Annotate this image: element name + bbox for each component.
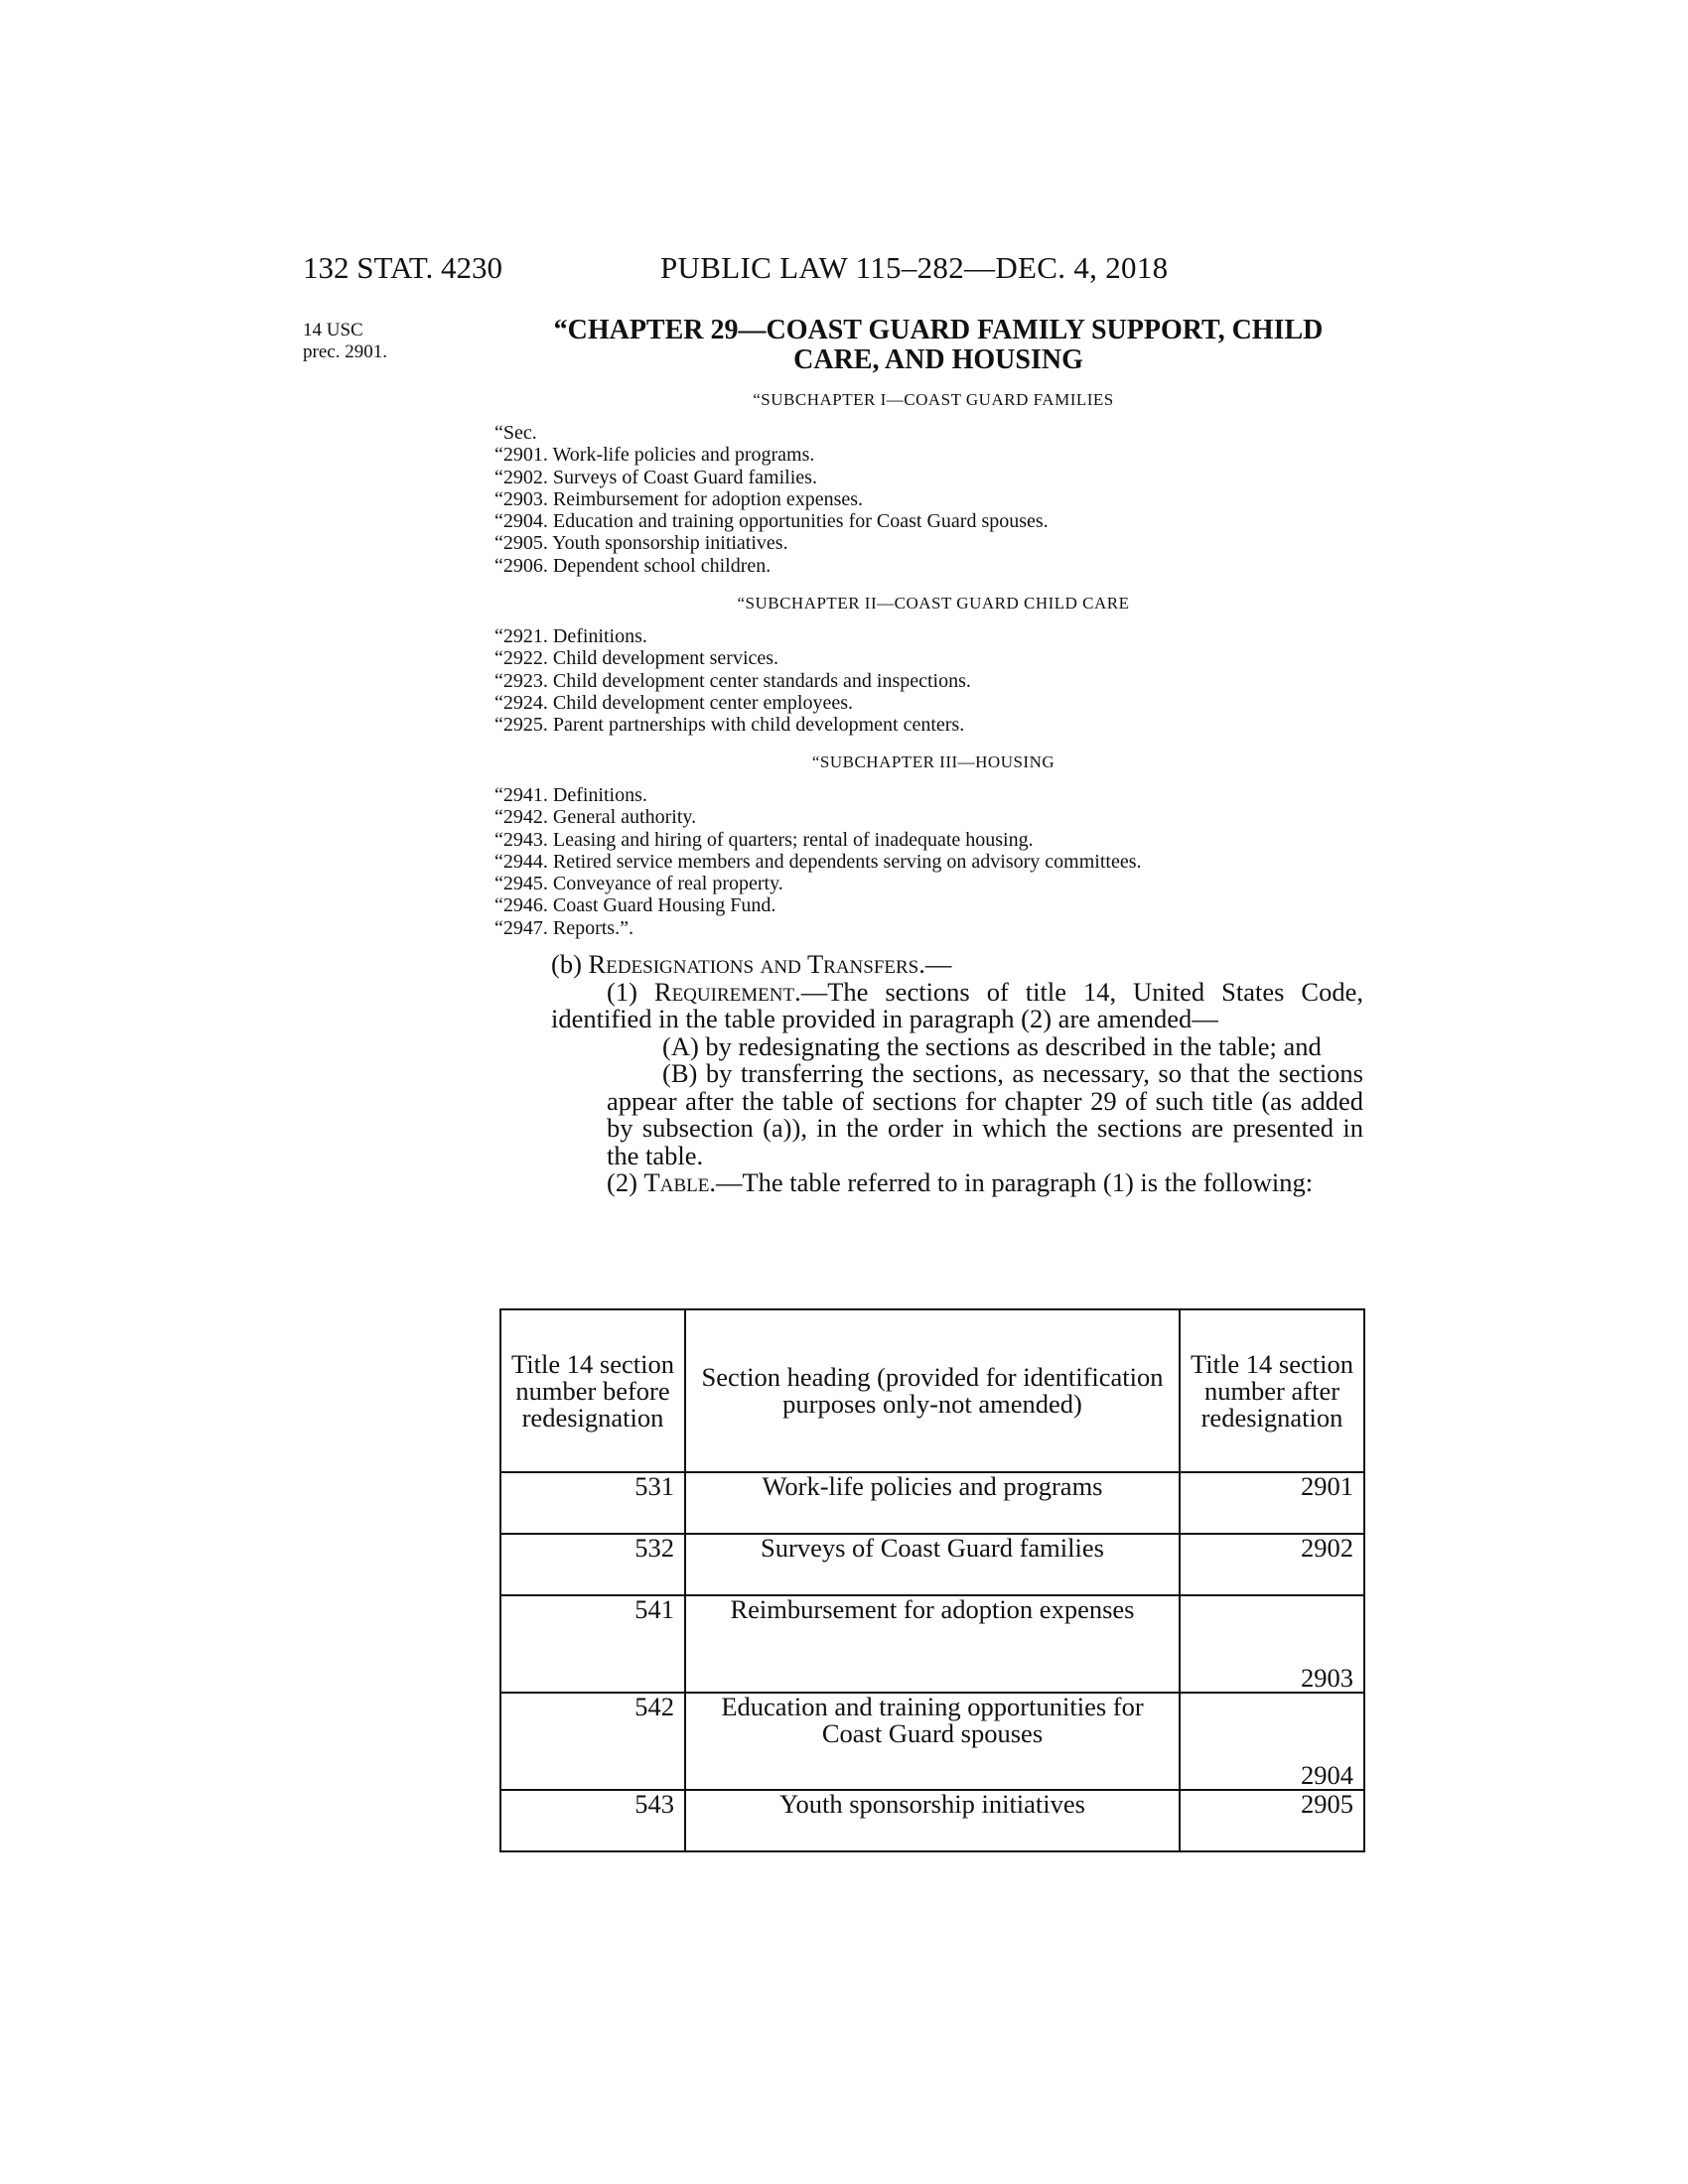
section-list-item: “2902. Surveys of Coast Guard families. [494, 466, 817, 488]
section-list-item: “2943. Leasing and hiring of quarters; rental of inadequate housing. [494, 828, 1034, 851]
column-header-after: Title 14 section number after redesignation [1180, 1309, 1364, 1472]
section-list-item: “2925. Parent partnerships with child development centers. [494, 714, 965, 737]
section-list-item: “2941. Definitions. [494, 784, 647, 806]
paragraph-text: .—The sections of title 14, United States Code, identified in the table provided in paragraph (2) are amended— [551, 976, 1363, 1033]
table-row [500, 1472, 1364, 1534]
paragraph-label: (1) [607, 976, 654, 1007]
cell-after: 2902 [1180, 1534, 1364, 1595]
subsection-dash: .— [918, 949, 952, 979]
subparagraph-a: (A) by redesignating the sections as described in the table; and [662, 1030, 1322, 1061]
cell-heading: Education and training opportunities for Coast Guard spouses [685, 1693, 1180, 1790]
section-list-item: “2903. Reimbursement for adoption expenses. [494, 487, 864, 510]
subchapter-heading: “SUBCHAPTER III—HOUSING [811, 752, 1055, 771]
margin-citation-line: 14 USC [303, 320, 363, 341]
subsection-heading: Redesignations and Transfers [588, 949, 919, 979]
cell-after: 2901 [1180, 1472, 1364, 1534]
section-list-item: “2924. Child development center employees. [494, 691, 854, 714]
page-stat-reference: 132 STAT. 4230 [303, 250, 503, 285]
cell-before: 532 [500, 1534, 685, 1595]
section-list-item: “2904. Education and training opportunities for Coast Guard spouses. [494, 510, 1049, 533]
margin-citation [303, 320, 387, 363]
section-list-item: “2922. Child development services. [494, 647, 779, 670]
table-row [500, 1534, 1364, 1595]
subsection-label: (b) [551, 949, 589, 979]
cell-before: 542 [500, 1693, 685, 1790]
cell-after: 2904 [1180, 1693, 1364, 1790]
chapter-title-line: “CHAPTER 29—COAST GUARD FAMILY SUPPORT, CHILD [553, 315, 1324, 345]
paragraph-2 [551, 1169, 1363, 1197]
paragraph-label: (2) [607, 1167, 644, 1197]
subsection-b [551, 951, 1363, 979]
section-list-item: “Sec. [494, 422, 537, 444]
section-list-item: “2906. Dependent school children. [494, 554, 772, 577]
section-list-item: “2945. Conveyance of real property. [494, 873, 783, 895]
page-law-header: PUBLIC LAW 115–282—DEC. 4, 2018 [660, 250, 1169, 285]
chapter-title-line: CARE, AND HOUSING [793, 344, 1083, 375]
paragraph-1 [551, 976, 1363, 1033]
paragraph-heading: Table [643, 1167, 710, 1197]
section-list-item: “2905. Youth sponsorship initiatives. [494, 532, 788, 555]
section-list-item: “2923. Child development center standards and inspections. [494, 669, 971, 692]
column-header-heading: Section heading (provided for identification purposes only-not amended) [685, 1309, 1180, 1472]
statute-body [551, 951, 1363, 1197]
section-list-item: “2944. Retired service members and dependents serving on advisory committees. [494, 850, 1142, 873]
section-list-item: “2947. Reports.”. [494, 916, 633, 939]
subchapter-heading: “SUBCHAPTER I—COAST GUARD FAMILIES [753, 390, 1114, 409]
cell-heading: Surveys of Coast Guard families [685, 1534, 1180, 1595]
cell-before: 543 [500, 1790, 685, 1851]
section-list [494, 625, 971, 736]
section-list-item: “2946. Coast Guard Housing Fund. [494, 894, 776, 917]
table-row [500, 1790, 1364, 1851]
table-header-row [500, 1309, 1364, 1472]
cell-after: 2905 [1180, 1790, 1364, 1851]
section-list [494, 784, 1141, 939]
paragraph-text: .—The table referred to in paragraph (1) is the following: [709, 1167, 1314, 1197]
table-row [500, 1595, 1364, 1693]
table-row [500, 1693, 1364, 1790]
cell-heading: Reimbursement for adoption expenses [685, 1595, 1180, 1693]
section-list-item: “2942. General authority. [494, 806, 697, 829]
margin-citation-line: prec. 2901. [303, 341, 387, 362]
cell-before: 541 [500, 1595, 685, 1693]
redesignation-table [499, 1308, 1365, 1852]
column-header-before: Title 14 section number before redesignation [500, 1309, 685, 1472]
section-list [494, 422, 1049, 577]
subparagraph-b: (B) by transferring the sections, as necessary, so that the sections appear after the table of sections for chapter 29 of such title (as added by subsection (a)), in the order in which the sections are presented in the table. [607, 1058, 1363, 1170]
chapter-title [477, 316, 1400, 375]
section-list-item: “2921. Definitions. [494, 625, 647, 647]
subchapter-heading: “SUBCHAPTER II—COAST GUARD CHILD CARE [737, 594, 1130, 613]
cell-before: 531 [500, 1472, 685, 1534]
cell-after: 2903 [1180, 1595, 1364, 1693]
cell-heading: Work-life policies and programs [685, 1472, 1180, 1534]
paragraph-heading: Requirement [653, 976, 795, 1007]
cell-heading: Youth sponsorship initiatives [685, 1790, 1180, 1851]
section-list-item: “2901. Work-life policies and programs. [494, 444, 815, 467]
